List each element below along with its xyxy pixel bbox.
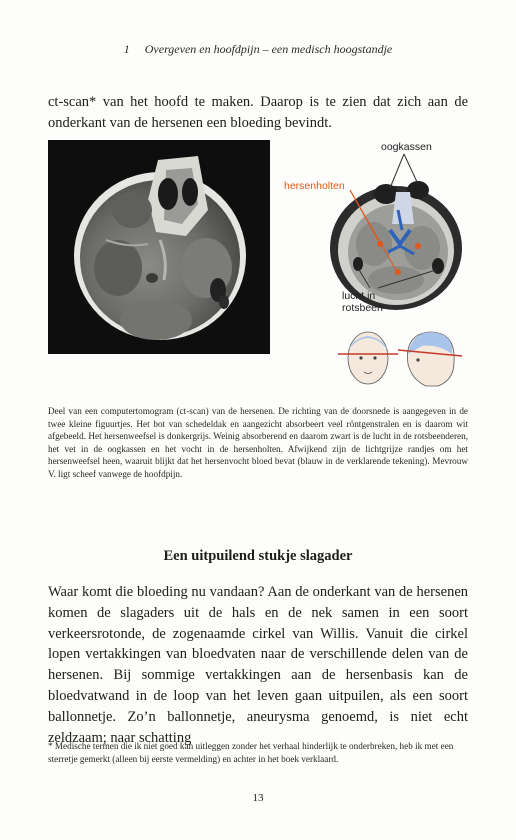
body-paragraph: Waar komt die bloeding nu vandaan? Aan de onderkant van de hersenen komen de slagaders uit de hals en de nek samen in een soort verkeersrotonde, de zogenaamde cirkel van Willis. Vanuit die cirkel lopen vertakkingen van bloedvaten naar de verschillende delen van de hersenen. Bij sommige vertakkingen aan de hersenbasis kan de bloedvatwand in de loop van het leven gaan uitpuilen, als een soort ballonnetje. Zo’n ballonnetje, aneurysma genoemd, is niet echt zeldzaam; naar schatting	[48, 584, 468, 746]
label-petrous-bone: lucht in rotsbeen	[342, 290, 383, 314]
explanatory-diagram	[278, 140, 468, 400]
label-ventricles: hersenholten	[284, 180, 345, 192]
label-orbits: oogkassen	[381, 141, 432, 153]
head-front-icon	[338, 332, 398, 384]
figure	[48, 140, 468, 400]
chapter-title: Overgeven en hoofdpijn – een medisch hoogstandje	[144, 42, 393, 56]
section-heading: Een uitpuilend stukje slagader	[163, 548, 353, 564]
figure-caption: Deel van een computertomogram (ct-scan) van de hersenen. De richting van de doorsnede is aangegeven in de twee kleine figuurtjes. Het bot van schedeldak en aangezicht absorbeert veel röntgenstralen en is daarom wit afgebeeld. Het hersenweefsel is donkergrijs. Weinig absorberend en daarom zwart is de lucht in de rotsbeenderen, het vet in de oogkassen en het vocht in de hersenholten. Afwijkend zijn de lichtgrijze randjes om het hersenweefsel heen, waaruit blijkt dat het hersenvocht bloed bevat (blauw in de verklarende tekening). Mevrouw V. ligt scheef vanwege de hoofdpijn.	[48, 406, 468, 479]
chapter-number: 1	[123, 42, 130, 56]
footnote: * Medische termen die ik niet goed kan uitleggen zonder het verhaal hinderlijk te onderbreken, heb ik met een sterretje gemerkt (alleen bij eerste vermelding) en achter in het boek verklaard.	[48, 741, 454, 764]
ct-scan-image	[48, 140, 270, 354]
running-head	[0, 42, 516, 57]
page-number: 13	[252, 792, 264, 804]
intro-paragraph: ct-scan* van het hoofd te maken. Daarop is te zien dat zich aan de onderkant van de hersenen een bloeding bevindt.	[48, 94, 468, 131]
head-side-icon	[398, 332, 462, 386]
